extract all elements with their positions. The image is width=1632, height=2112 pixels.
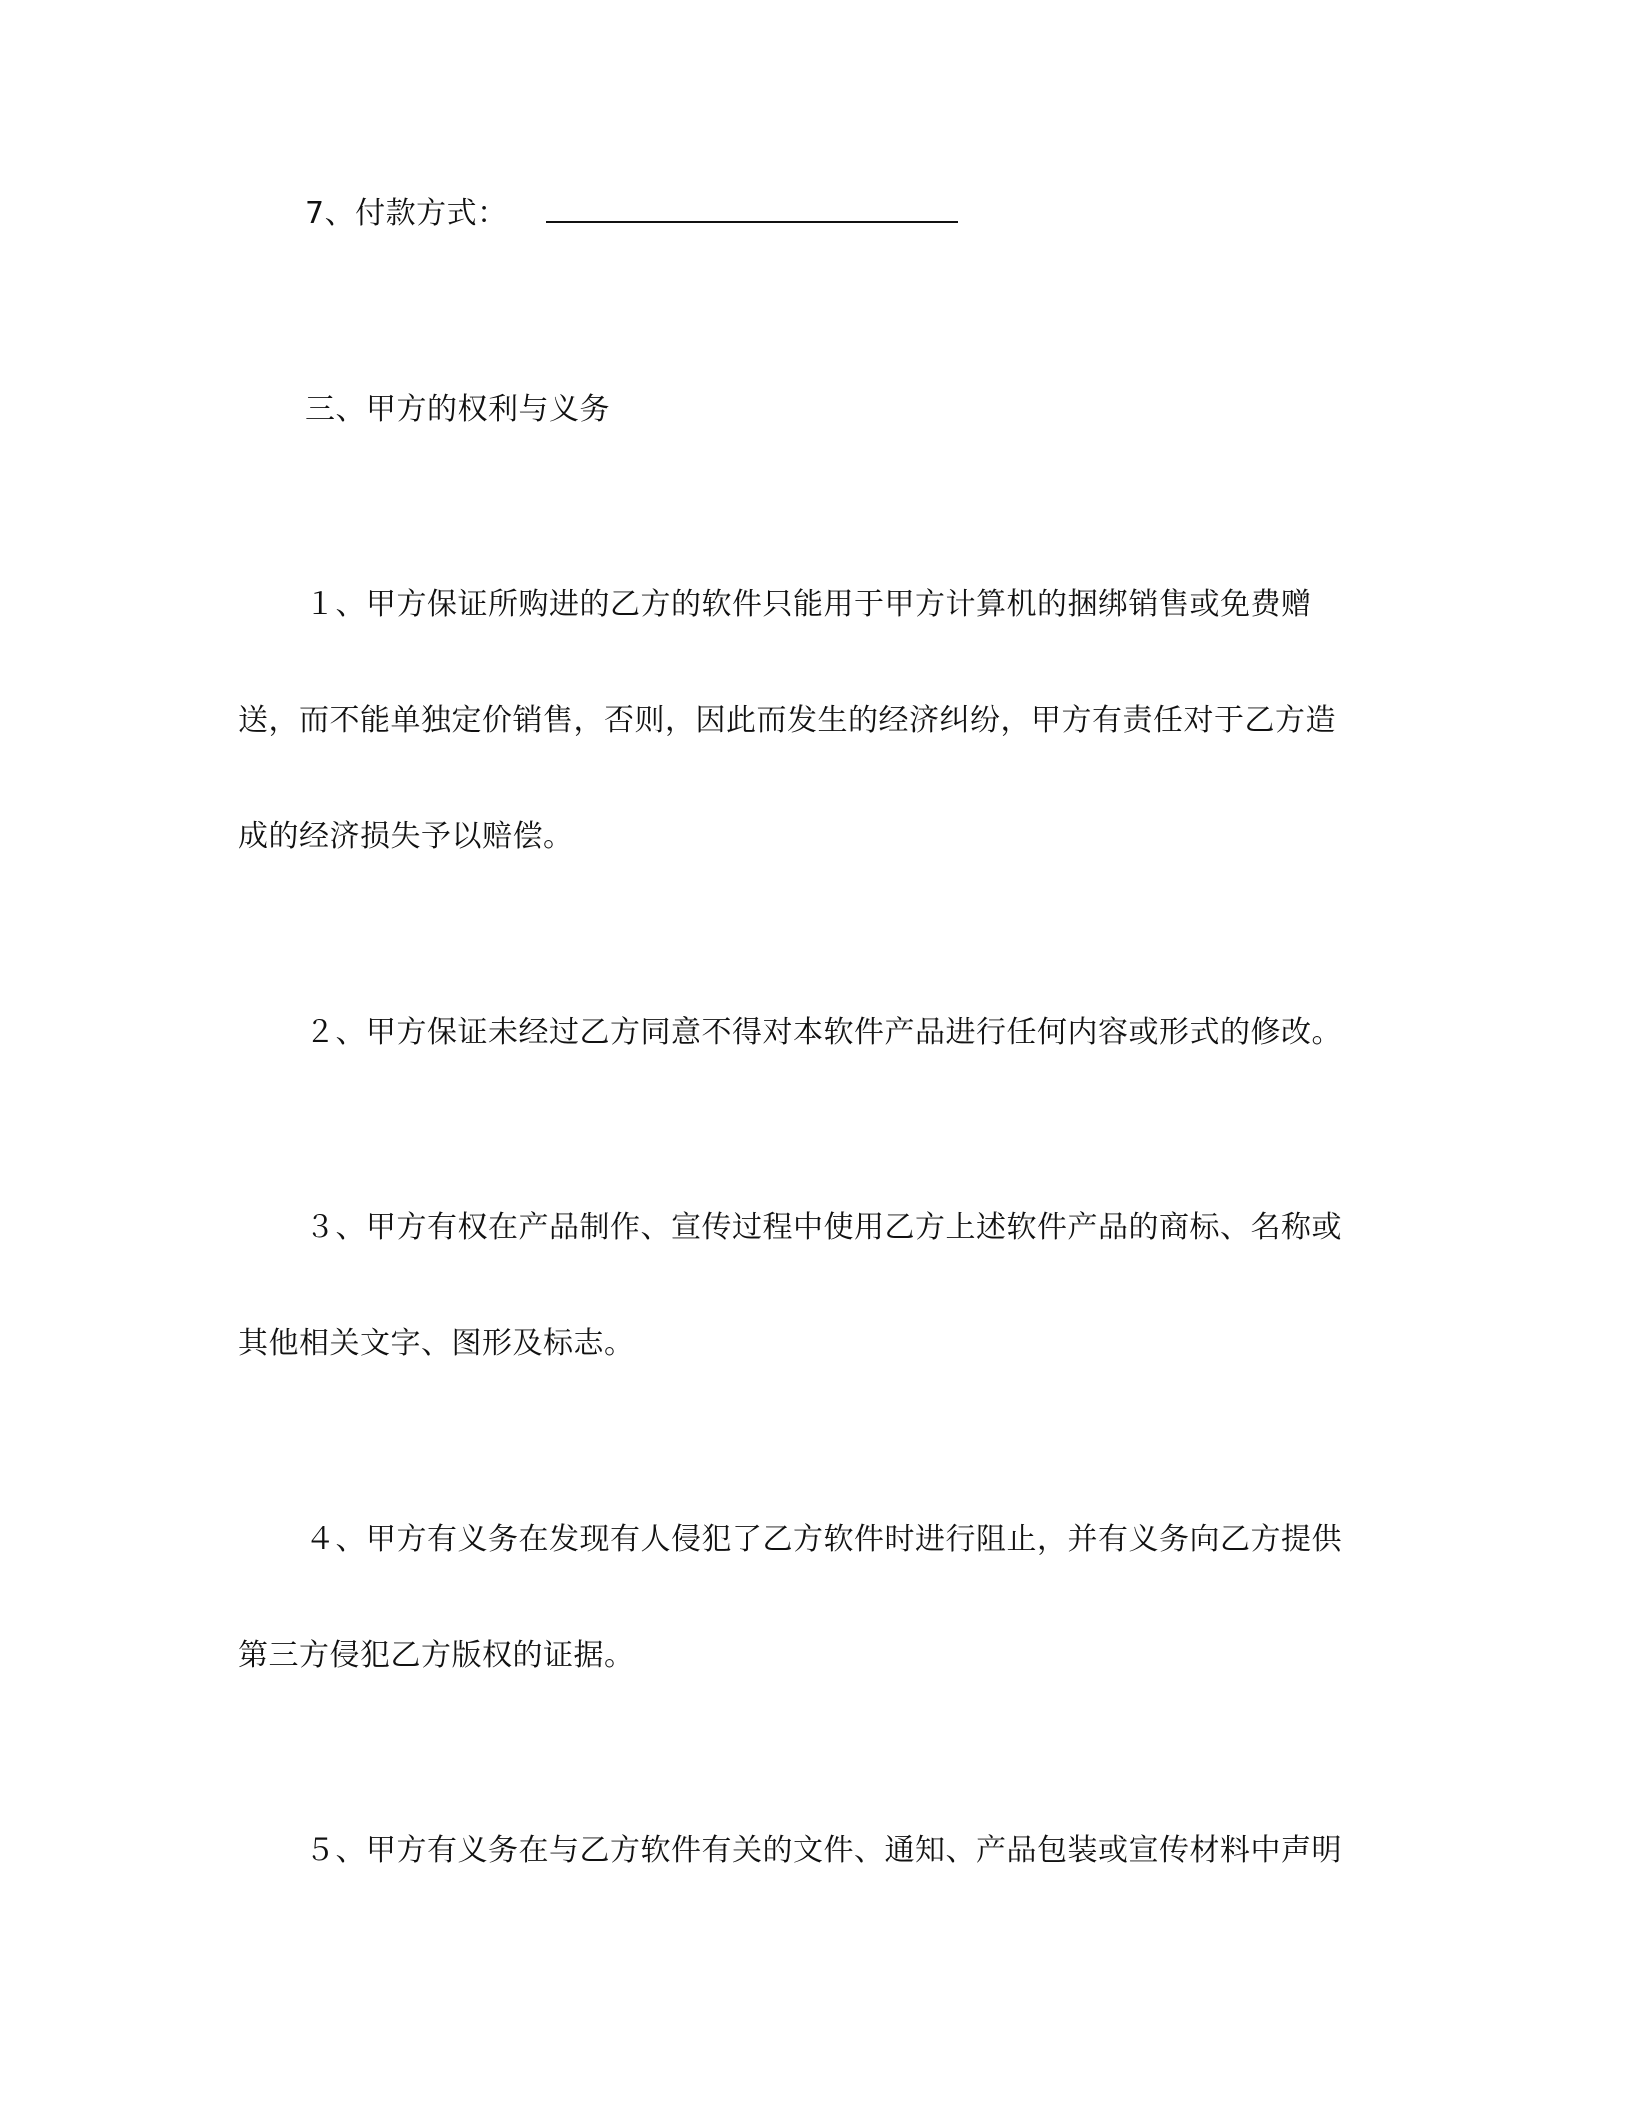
clause-2-line-1: ２、甲方保证未经过乙方同意不得对本软件产品进行任何内容或形式的修改。	[305, 1015, 1342, 1050]
clause-1-line-1: １、甲方保证所购进的乙方的软件只能用于甲方计算机的捆绑销售或免费赠	[305, 587, 1312, 622]
clause-3-line-2: 其他相关文字、图形及标志。	[238, 1326, 635, 1361]
clause-4-line-2: 第三方侵犯乙方版权的证据。	[238, 1638, 635, 1673]
clause-5-line-1: ５、甲方有义务在与乙方软件有关的文件、通知、产品包装或宣传材料中声明	[305, 1833, 1342, 1868]
clause-1-line-3: 成的经济损失予以赔偿。	[238, 819, 574, 854]
payment-method-label: 7、付款方式：	[305, 196, 508, 231]
payment-method-line	[305, 194, 958, 234]
payment-method-blank	[546, 195, 958, 223]
section-heading: 三、甲方的权利与义务	[305, 392, 610, 427]
clause-4-line-1: ４、甲方有义务在发现有人侵犯了乙方软件时进行阻止，并有义务向乙方提供	[305, 1522, 1342, 1557]
clause-3-line-1: ３、甲方有权在产品制作、宣传过程中使用乙方上述软件产品的商标、名称或	[305, 1210, 1342, 1245]
clause-1-line-2: 送，而不能单独定价销售，否则，因此而发生的经济纠纷，甲方有责任对于乙方造	[238, 703, 1336, 738]
